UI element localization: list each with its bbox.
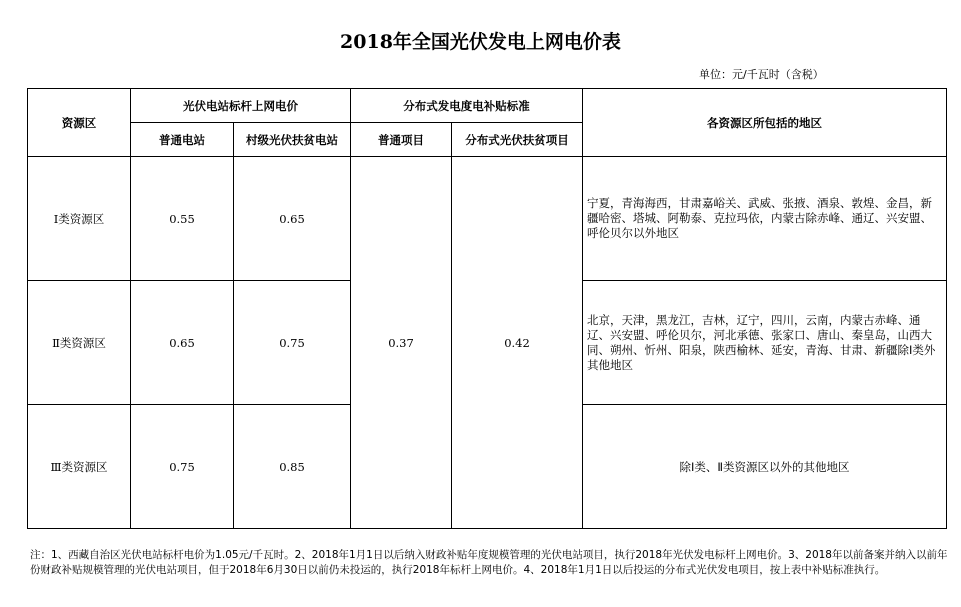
header-village-poverty-station: 村级光伏扶贫电站 xyxy=(234,123,351,157)
zone-cell: Ⅰ类资源区 xyxy=(28,157,131,281)
zone-cell: Ⅲ类资源区 xyxy=(28,405,131,529)
ordinary-price-cell: 0.75 xyxy=(131,405,234,529)
page-title: 2018年全国光伏发电上网电价表 xyxy=(340,31,621,53)
header-distributed-poverty-project: 分布式光伏扶贫项目 xyxy=(452,123,583,157)
unit-label: 单位：元/千瓦时（含税） xyxy=(699,68,824,81)
regions-cell: 除Ⅰ类、Ⅱ类资源区以外的其他地区 xyxy=(583,405,947,529)
header-resource-zone: 资源区 xyxy=(28,89,131,157)
distributed-poverty-cell: 0.42 xyxy=(452,157,583,529)
village-price-cell: 0.85 xyxy=(234,405,351,529)
footnotes: 注：1、西藏自治区光伏电站标杆电价为1.05元/千瓦时。2、2018年1月1日以后纳入财政补贴年度规模管理的光伏电站项目，执行2018年光伏发电标杆上网电价。3、2018年以前备案并纳入以前年份财政补贴规模管理的光伏电站项目，但于2018年6月30日以前仍未投运的，执行2018年标杆上网电价。4、2018年1月1日以后投运的分布式光伏发电项目，按上表中补贴标准执行。 xyxy=(30,549,948,576)
header-regions: 各资源区所包括的地区 xyxy=(583,89,947,157)
regions-cell: 北京，天津，黑龙江，吉林，辽宁，四川，云南，内蒙古赤峰、通辽、兴安盟、呼伦贝尔，河北承德、张家口、唐山、秦皇岛，山西大同、朔州、忻州、阳泉，陕西榆林、延安，青海、甘肃、新疆除Ⅰ类外其他地区 xyxy=(583,281,947,405)
village-price-cell: 0.75 xyxy=(234,281,351,405)
village-price-cell: 0.65 xyxy=(234,157,351,281)
distributed-ordinary-cell: 0.37 xyxy=(351,157,452,529)
regions-cell: 宁夏，青海海西，甘肃嘉峪关、武威、张掖、酒泉、敦煌、金昌，新疆哈密、塔城、阿勒泰、克拉玛依，内蒙古除赤峰、通辽、兴安盟、呼伦贝尔以外地区 xyxy=(583,157,947,281)
ordinary-price-cell: 0.65 xyxy=(131,281,234,405)
header-station-benchmark: 光伏电站标杆上网电价 xyxy=(131,89,351,123)
header-ordinary-station: 普通电站 xyxy=(131,123,234,157)
ordinary-price-cell: 0.55 xyxy=(131,157,234,281)
header-distributed-subsidy: 分布式发电度电补贴标准 xyxy=(351,89,583,123)
price-table xyxy=(27,88,947,529)
table-row xyxy=(28,157,947,281)
header-row-1 xyxy=(28,89,947,123)
zone-cell: Ⅱ类资源区 xyxy=(28,281,131,405)
header-ordinary-project: 普通项目 xyxy=(351,123,452,157)
